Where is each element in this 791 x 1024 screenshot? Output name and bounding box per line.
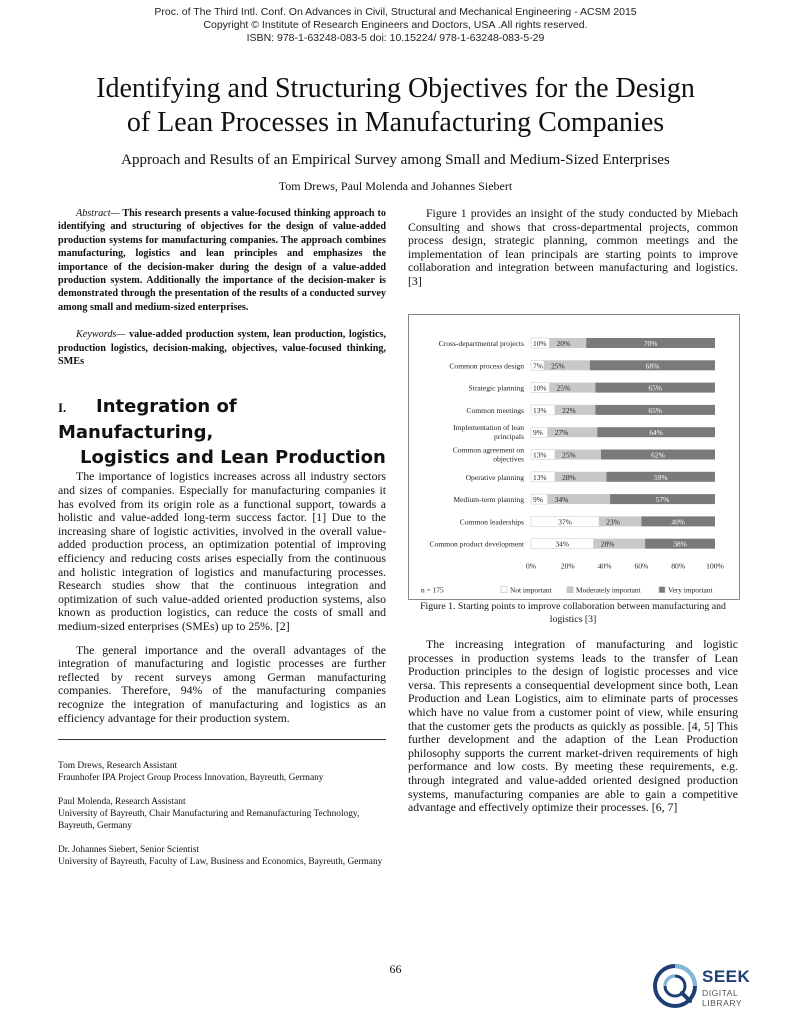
data-label: 13% [533,450,547,460]
legend-label: Moderately important [576,585,641,595]
x-tick-label: 80% [671,561,686,571]
data-label: 57% [655,495,670,505]
section-heading [58,394,386,470]
data-label: 28% [562,472,576,482]
sample-size-note: n = 175 [421,585,444,595]
legend-swatch [659,587,665,593]
seek-logo-subtitle: DIGITAL LIBRARY [702,988,743,1008]
paper-title [30,72,761,140]
author-note-name: Tom Drews, Research Assistant [58,761,178,772]
right-column-top [408,207,738,289]
data-label: 65% [648,405,662,415]
data-label: 68% [645,361,660,371]
data-label: 28% [600,539,615,549]
x-tick-label: 40% [597,561,612,571]
data-label: 13% [533,405,547,415]
data-label: 20% [556,339,571,348]
data-label: 38% [673,539,687,549]
paper-subtitle: Approach and Results of an Empirical Survey among Small and Medium-Sized Enterprises [121,152,670,168]
paper-authors: Tom Drews, Paul Molenda and Johannes Siebert [278,179,513,193]
category-label: Common leaderships [459,517,524,527]
legend-label: Very important [668,585,713,595]
data-label: 27% [554,428,569,438]
data-label: 37% [558,517,572,527]
category-label: Cross-departmental projects [438,339,524,348]
page-number: 66 [389,962,402,976]
left-paragraph-2: The general importance and the overall advantages of the integration of manufacturing and logistic processes are further reflected by recent surveys among German manufacturing companies. Therefore, 94% of the manufacturing companies recognize the integration of manufacturing and logistics as an efficiency advantage for their production system. [58,642,386,725]
keywords [58,328,386,368]
section-title-line-2: Logistics and Lean Production [80,447,386,469]
data-label: 64% [649,428,663,438]
author-note-name: Paul Molenda, Research Assistant [58,797,186,808]
seek-logo-icon [652,963,698,1009]
category-label: Implementation of lean principals [453,423,524,442]
data-label: 25% [551,361,565,371]
figure-1-caption: Figure 1. Starting points to improve collaboration between manufacturing and logistics [3] [420,601,726,625]
x-tick-label: 20% [560,561,575,571]
keywords-label: Keywords— [76,329,126,341]
data-label: 9% [533,495,543,505]
category-label: Common product development [429,539,524,549]
category-label: Medium-term planning [453,495,524,505]
data-label: 34% [555,539,570,549]
data-label: 25% [562,450,576,460]
data-label: 10% [533,383,547,393]
abstract-label: Abstract— [76,208,120,219]
author-note-name: Dr. Johannes Siebert, Senior Scientist [58,845,200,856]
data-label: 34% [554,495,569,505]
header-line-3: ISBN: 978-1-63248-083-5 doi: 10.15224/ 978-1-63248-083-5-29 [246,32,545,44]
title-line-1: Identifying and Structuring Objectives for the Design [96,73,695,104]
right-paragraph-1: Figure 1 provides an insight of the study conducted by Miebach Consulting and shows that cross-departmental projects, common process design, strategic planning, common meetings and the implementation of lean principals are starting points to improve collaboration and integration between manufacturing and logistics. [3] [408,206,738,288]
left-paragraph-1: The importance of logistics increases across all industry sectors and sizes of companies. Especially for manufacturing companies it has evolved from its origin role as a functional support, towards a holistic and value-added long-term success factor. [1] Due to the increasing share of logistic activities, involved in the overall value-added production process, an optimization potential of improving efficiency and reducing costs arises especially from the continuous and holistic integration of logistics and manufacturing processes. Research studies show that the continuous integration and optimization of such value-added oriented production systems, also known as production logistics, can reduce the costs of small and medium-sized enterprises (SMEs) up to 25%. [2] [58,469,386,633]
author-note-affiliation: Fraunhofer IPA Project Group Process Innovation, Bayreuth, Germany [58,773,324,784]
category-label: Operative planning [465,472,524,482]
data-label: 59% [653,472,668,482]
header-line-1: Proc. of The Third Intl. Conf. On Advances in Civil, Structural and Mechanical Engineering - ACSM 2015 [154,6,637,18]
title-line-2: of Lean Processes in Manufacturing Companies [126,107,665,138]
legend-swatch [567,587,573,593]
figure-1-chart [408,314,740,600]
keywords-text: value-added production system, lean production, logistics, production logistics, decision-making, objectives, value-focused thinking, SMEs [58,329,386,368]
x-tick-label: 0% [525,561,537,571]
left-column [58,207,386,868]
author-notes [58,760,386,868]
category-label: Common process design [449,361,524,371]
right-column-bottom [408,638,738,815]
data-label: 65% [648,383,662,393]
conference-header [0,6,791,45]
abstract [58,207,386,314]
category-label: Strategic planning [468,383,524,393]
x-tick-label: 60% [634,561,649,571]
legend-label: Not important [510,585,552,595]
section-number: I. [58,400,67,416]
data-label: 40% [671,517,685,527]
author-note [58,760,386,784]
legend-swatch [501,587,507,593]
data-label: 13% [533,472,547,482]
data-label: 25% [556,383,571,393]
data-label: 70% [643,339,658,348]
data-label: 7% [533,361,543,371]
data-label: 9% [533,428,543,438]
author-note-affiliation: University of Bayreuth, Faculty of Law, Business and Economics, Bayreuth, Germany [58,857,383,868]
right-paragraph-2: The increasing integration of manufacturing and logistic processes in production systems leads to the transfer of Lean Production principles to the design of logistic processes and vice versa. This represents a consequential development since both, Lean Production and Lean Logistics, aim to eliminate parts of processes which have no value from a customer point of view, while ensuring that the customer gets the products as quickly as possible. [4, 5] This further development and the adaption of the Lean Production philosophy supports the current market-driven requirements of high performance and low costs. By meeting these requirements, e.g. through integrated and value-added oriented designed production systems, manufacturing companies are able to gain a competitive advantage and effectively optimize their processes. [6, 7] [408,637,738,815]
author-note [58,796,386,832]
author-note-affiliation: University of Bayreuth, Chair Manufacturing and Remanufacturing Technology, Bayreuth, Germany [58,809,360,832]
footnote-divider [58,739,386,740]
seek-logo-title: SEEK [702,967,751,986]
data-label: 22% [562,405,576,415]
x-tick-label: 100% [706,561,724,571]
stacked-bar-chart [409,315,739,599]
data-label: 10% [533,339,547,348]
abstract-text: This research presents a value-focused thinking approach to identifying and structuring of objectives for the design of value-added production systems for manufacturing companies. The approach combines manufacturing, logistics and lean principles and emphasizes the importance of the decision-maker during the design of a value-added production system. Additionally the importance of the decision-maker is demonstrated through the presentation of the results of a conducted survey among small and medium-sized enterprises. [58,208,386,313]
header-line-2: Copyright © Institute of Research Engineers and Doctors, USA .All rights reserved. [203,19,588,31]
category-label: Common agreement on objectives [452,445,524,464]
category-label: Common meetings [466,405,524,415]
seek-logo [652,963,780,1011]
data-label: 23% [606,517,620,527]
data-label: 62% [651,450,665,460]
author-note [58,844,386,868]
section-title-line-1: Integration of Manufacturing, [58,396,237,444]
